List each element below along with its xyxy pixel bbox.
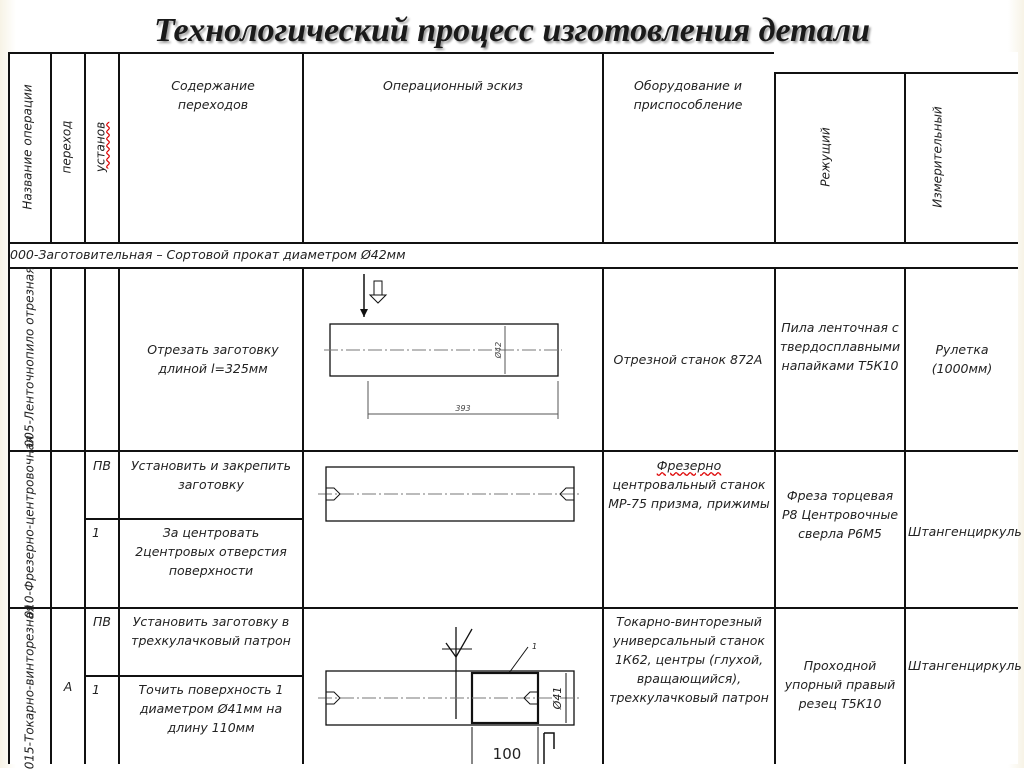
table-rule [774,267,776,764]
length-dim-text: 100 [492,745,522,763]
operation-005-equipment: Отрезной станок 872А [613,352,763,367]
operation-010-equipment [606,456,772,513]
header-transition: переход [59,120,74,174]
header-sketch: Операционный эскиз [383,78,523,93]
header-setup: установ [93,121,108,173]
table-rule [8,52,774,54]
operation-005-measuring-tool: Рулетка (1000мм) [931,342,993,376]
table-rule [50,52,52,242]
operation-015-step1-code: ПВ [93,614,111,629]
page-title: Технологический процесс изготовления детали [154,12,870,49]
table-rule [904,267,906,764]
sketch-010-centering [304,452,602,607]
operation-005-content: Отрезать заготовку длиной l=325мм [147,342,279,376]
operation-010-measuring-tool: Штангенциркуль [908,524,1022,539]
header-operation-name: Название операции [20,84,35,210]
table-rule [8,52,10,764]
table-rule [602,267,604,764]
operation-010-step1-content: Установить и закрепить заготовку [131,458,291,492]
table-rule [84,675,302,677]
process-chart-table [8,52,1022,769]
operation-010-cutting-tool: Фреза торцевая Р8 Центровочные сверла Р6М5 [781,488,899,541]
operation-005-cutting-tool: Пила ленточная с твердосплавными напайками Т5К10 [779,320,901,373]
sketch-005-cutoff [304,269,602,450]
sketch-015-turning [304,609,602,764]
operation-015-step1-content: Установить заготовку в трехкулачковый патрон [131,614,291,648]
operation-010-equipment-rest: центровальный станок МР-75 призма, прижимы [608,477,770,511]
table-rule [84,52,86,242]
operation-015-step2-code: 1 [92,682,100,697]
roughness-symbol [446,629,472,657]
callout-number: 1 [532,642,538,651]
header-measuring-tool: Измерительный [930,106,945,208]
diameter-dim-text: Ø42 [494,341,503,359]
header-cutting-tool: Режущий [818,127,833,187]
operation-005-name: 005-Ленточнопило отрезная [22,266,37,448]
operation-000-label: 000-Заготовительная – Сортовой прокат диаметром Ø42мм [10,247,406,262]
header-equipment: Оборудование и приспособление [633,78,743,112]
operation-015-name: 015-Токарно-винторезная [22,604,37,769]
operation-010-equipment-prefix: Фрезерно [656,458,722,473]
table-rule [774,72,1018,74]
operation-010-step2-content: За центровать 2центровых отверстия поверхности [135,525,287,578]
diameter-dim-text: Ø41 [551,686,564,710]
operation-015-equipment: Токарно-винторезный универсальный станок 1К62, центры (глухой, вращающийся), трехкулачковый патрон [609,614,769,705]
table-rule [84,518,302,520]
table-rule [602,52,604,242]
operation-015-cutting-tool: Проходной упорный правый резец Т5К10 [784,658,896,711]
operation-015-measuring-tool: Штангенциркуль [908,658,1022,673]
saw-arrow [360,309,368,317]
table-rule [118,52,120,242]
table-rule [302,52,304,242]
operation-010-name: 010-Фрезерно-центровочная [22,435,37,619]
operation-015-step2-content: Точить поверхность 1 диаметром Ø41мм на длину 110мм [138,682,284,735]
callout-leader [509,647,528,673]
table-rule [904,72,906,242]
operation-010-step1-code: ПВ [93,458,111,473]
table-rule [8,242,1018,244]
force-arrow-head [370,295,386,303]
operation-010-step2-code: 1 [92,525,100,540]
force-arrow-stem [374,281,382,295]
operation-015-setup: А [63,679,73,694]
table-rule [774,72,776,242]
header-content: Содержание переходов [171,78,255,112]
turning-cutter [544,733,554,764]
length-dim-text: 393 [455,404,471,413]
